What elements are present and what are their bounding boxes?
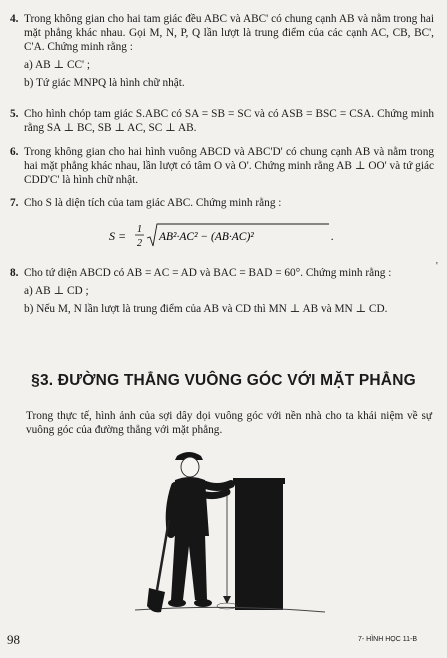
- formula-frac-num: 1: [136, 224, 142, 235]
- formula-end: .: [330, 231, 334, 243]
- exercise-8: [10, 266, 434, 316]
- plumb-line-illustration: [135, 450, 325, 625]
- exercise-7: [10, 196, 434, 210]
- exercise-text: Cho hình chóp tam giác S.ABC có SA = SB = SC và có ASB = BSC = CSA. Chứng minh rằng SA ⊥ BC, SB ⊥ AC, SC ⊥ AB.: [24, 108, 434, 134]
- exercise-part-a: a) AB ⊥ CD ;: [24, 285, 89, 297]
- exercise-number: 7.: [10, 197, 19, 209]
- formula-s: S =: [108, 229, 126, 243]
- book-label: 7- HÌNH HỌC 11-B: [358, 636, 417, 643]
- exercise-text: Trong không gian cho hai hình vuông ABCD và ABC'D' có chung cạnh AB và nằm trong hai mặt phẳng khác nhau, lần lượt có tâm O và O'. Chứng minh rằng AB ⊥ OO' và tứ giác CDD'C' là hình chữ nhật.: [24, 146, 434, 186]
- exercise-part-b: b) Nếu M, N lần lượt là trung điểm của AB và CD thì MN ⊥ AB và MN ⊥ CD.: [24, 303, 388, 315]
- area-formula: [0, 220, 447, 255]
- exercise-part-b: b) Tứ giác MNPQ là hình chữ nhật.: [24, 77, 185, 89]
- section-title: §3. ĐƯỜNG THẲNG VUÔNG GÓC VỚI MẶT PHẲNG: [31, 372, 416, 389]
- page-number: 98: [7, 632, 20, 647]
- exercise-text: Trong không gian cho hai tam giác đều ABC và ABC' có chung cạnh AB và nằm trong hai mặt phẳng khác nhau. Gọi M, N, P, Q lần lượt là trung điểm của các cạnh AC, CB, BC', C'A. Chứng minh rằng :: [24, 13, 434, 53]
- exercise-4: [10, 12, 434, 90]
- exercise-number: 6.: [10, 146, 19, 158]
- formula-frac-den: 2: [136, 238, 142, 249]
- formula-radicand: AB²·AC² − (AB·AC)²: [158, 231, 254, 243]
- illustration-graphic: [135, 450, 325, 620]
- exercise-part-a: a) AB ⊥ CC' ;: [24, 59, 91, 71]
- exercise-number: 4.: [10, 13, 19, 25]
- margin-mark: ': [436, 261, 438, 272]
- exercise-5: [10, 107, 434, 135]
- formula-graphic: [109, 220, 339, 252]
- exercise-number: 8.: [10, 267, 19, 279]
- exercise-text: Cho tứ diện ABCD có AB = AC = AD và BAC = BAD = 60°. Chứng minh rằng :: [24, 267, 392, 279]
- section-intro: Trong thực tế, hình ảnh của sợi dây dọi vuông góc với nền nhà cho ta khái niệm về sự vuông góc của đường thẳng với mặt phẳng.: [26, 410, 432, 436]
- exercise-number: 5.: [10, 108, 19, 120]
- exercise-text: Cho S là diện tích của tam giác ABC. Chứng minh rằng :: [24, 197, 282, 209]
- exercise-6: [10, 145, 434, 187]
